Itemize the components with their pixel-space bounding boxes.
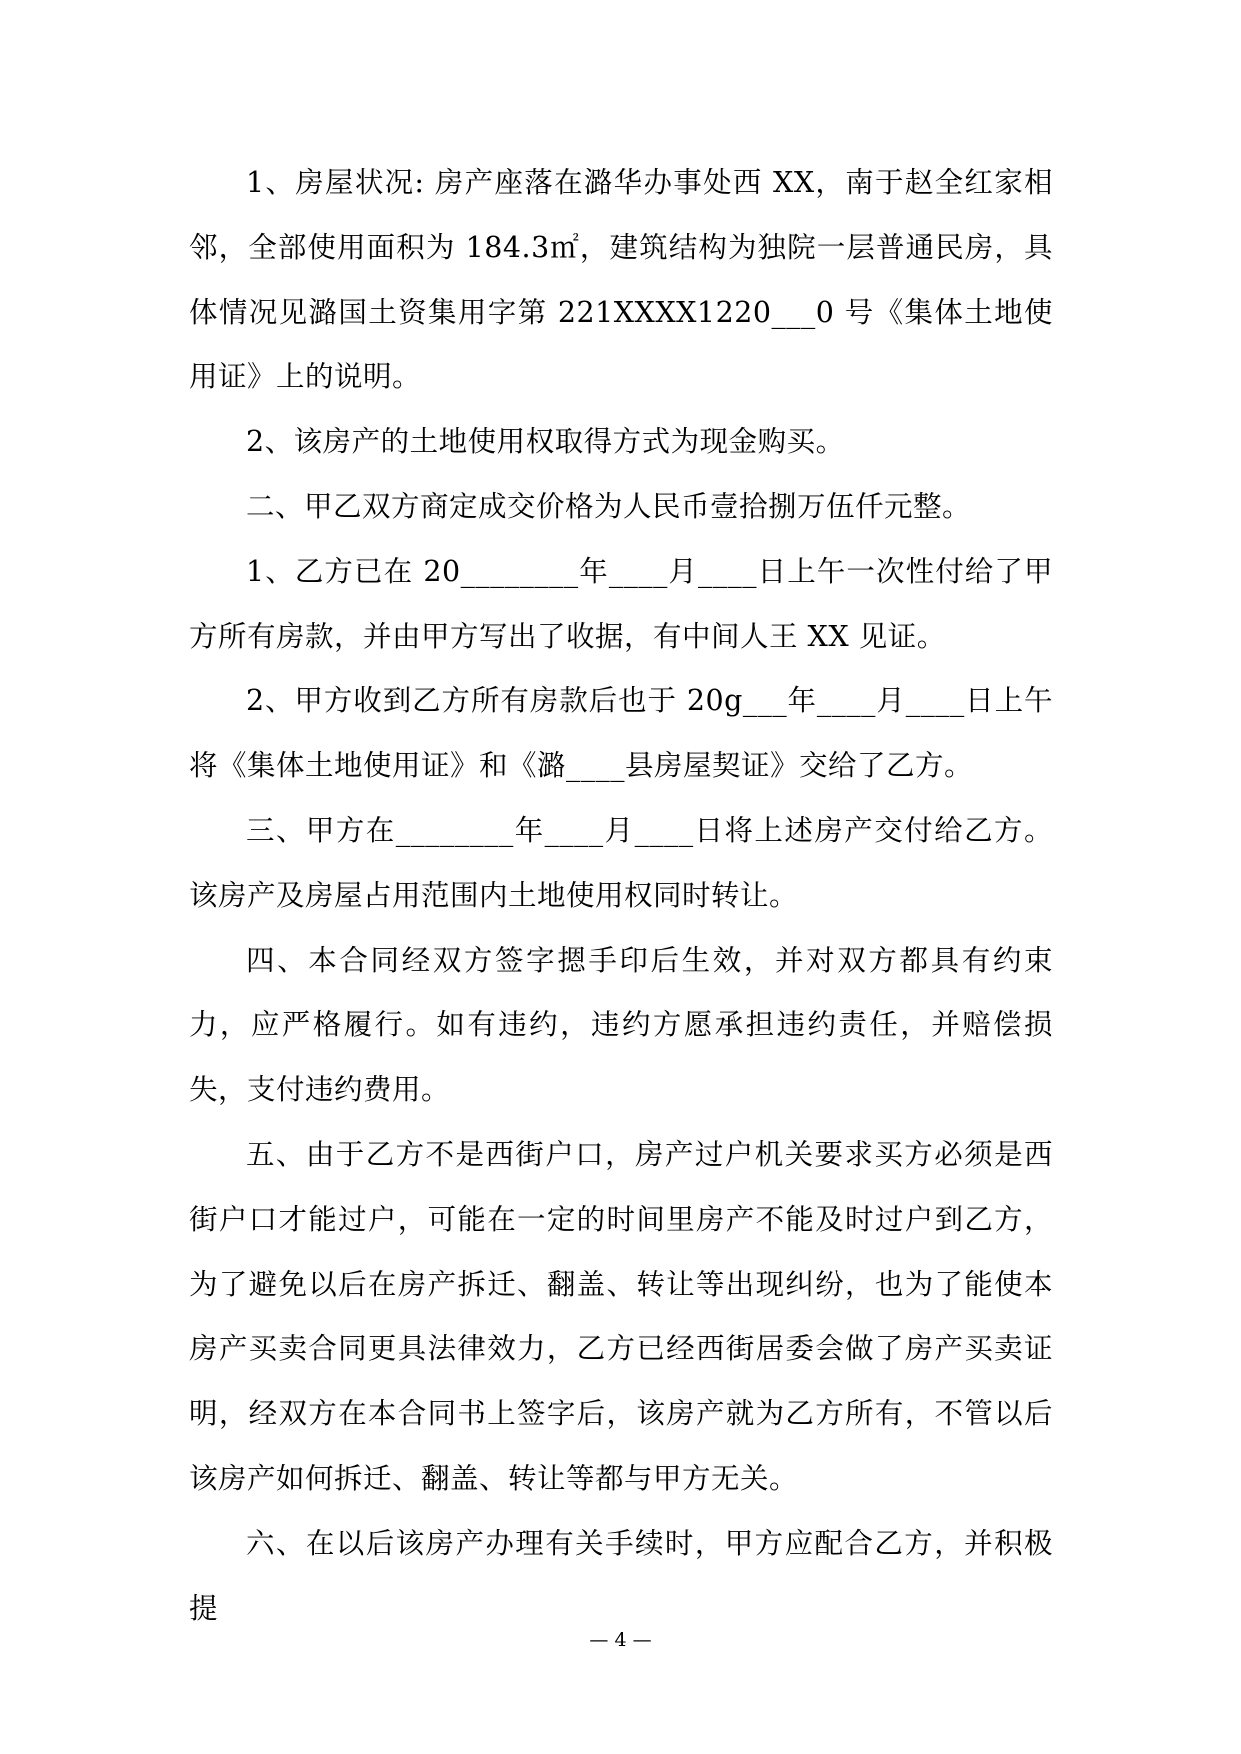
document-body xyxy=(189,151,1053,1641)
paragraph-certificate-handover: 2、甲方收到乙方所有房款后也于 20g___年____月____日上午将《集体土地使用证》和《潞____县房屋契证》交给了乙方。 xyxy=(189,684,1053,783)
page-number: — 4 — xyxy=(589,1629,652,1651)
paragraph-payment: 1、乙方已在 20________年____月____日上午一次性付给了甲方所有房款，并由甲方写出了收据，有中间人王 XX 见证。 xyxy=(189,554,1053,653)
paragraph-price: 二、甲乙双方商定成交价格为人民币壹拾捌万伍仟元整。 xyxy=(246,489,972,523)
paragraph-house-condition: 1、房屋状况: 房产座落在潞华办事处西 XX，南于赵全红家相邻，全部使用面积为 184.3㎡，建筑结构为独院一层普通民房，具体情况见潞国土资集用字第 221XXXX1220___0 号《集体土地使用证》上的说明。 xyxy=(189,166,1053,394)
paragraph-contract-effect: 四、本合同经双方签字摁手印后生效，并对双方都具有约束力，应严格履行。如有违约，违约方愿承担违约责任，并赔偿损失，支付违约费用。 xyxy=(189,943,1053,1107)
paragraph-land-use-right: 2、该房产的土地使用权取得方式为现金购买。 xyxy=(246,425,845,459)
paragraph-property-delivery: 三、甲方在________年____月____日将上述房产交付给乙方。该房产及房屋占用范围内土地使用权同时转让。 xyxy=(189,813,1053,912)
paragraph-procedures: 六、在以后该房产办理有关手续时，甲方应配合乙方，并积极提 xyxy=(189,1526,1053,1625)
paragraph-household-registration: 五、由于乙方不是西街户口，房产过户机关要求买方必须是西街户口才能过户，可能在一定的时间里房产不能及时过户到乙方，为了避免以后在房产拆迁、翻盖、转让等出现纠纷，也为了能使本房产买卖合同更具法律效力，乙方已经西街居委会做了房产买卖证明，经双方在本合同书上签字后，该房产就为乙方所有，不管以后该房产如何拆迁、翻盖、转让等都与甲方无关。 xyxy=(189,1137,1053,1495)
